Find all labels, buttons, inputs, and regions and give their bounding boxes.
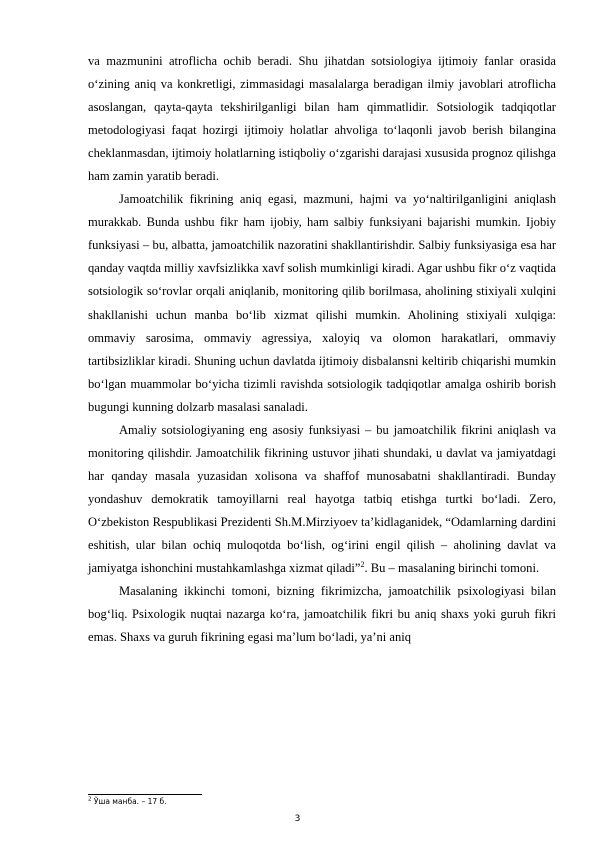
footnote-text: Ўша манба. – 17 б.: [91, 797, 167, 806]
paragraph-3-text: Amaliy sotsiologiyaning eng asosiy funksiyasi – bu jamoatchilik fikrini aniqlash va monitoring qilishdir. Jamoatchilik fikrining ustuvor jihati shundaki, u davlat va jamiyatdagi har qanday masala yuzasidan xolisona va shaffof munosabatni shakllantiradi. Bunday yondashuv demokratik tamoyillarni real hayotga tatbiq etishga turtki bo‘ladi. Zero, O‘zbekiston Respublikasi Prezidenti Sh.M.Mirziyoev ta’kidlaganidek, “Odamlarning dardini eshitish, ular bilan ochiq muloqotda bo‘lish, og‘irini engil qilish – aholining davlat va jamiyatga ishonchini mustahkamlashga xizmat qiladi”: [88, 422, 556, 576]
paragraph-3-tail: . Bu – masalaning birinchi tomoni.: [364, 561, 540, 576]
paragraph-2: Jamoatchilik fikrining aniq egasi, mazmuni, hajmi va yo‘naltirilganligini aniqlash murakkab. Bunda ushbu fikr ham ijobiy, ham salbiy funksiyani bajarishi mumkin. Ijobiy funksiyasi – bu, albatta, jamoatchilik nazoratini shakllantirishdir. Salbiy funksiyasiga esa har qanday vaqtda milliy xavfsizlikka xavf solish mumkinligi kiradi. Agar ushbu fikr o‘z vaqtida sotsiologik so‘rovlar orqali aniqlanib, monitoring qilib borilmasa, aholining stixiyali xulqini shakllanishi uchun manba bo‘lib xizmat qilishi mumkin. Aholining stixiyali xulqiga: ommaviy sarosima, ommaviy agressiya, xaloyiq va olomon harakatlari, ommaviy tartibsizliklar kiradi. Shuning uchun davlatda ijtimoiy disbalansni keltirib chiqarishi mumkin bo‘lgan muammolar bo‘yicha tizimli ravishda sotsiologik tadqiqotlar amalga oshirib borish bugungi kunning dolzarb masalasi sanaladi.: [88, 192, 556, 414]
footnote-divider: [88, 794, 202, 795]
footnote-number: 2: [88, 796, 92, 803]
paragraph-3: [88, 419, 556, 580]
paragraph-1: va mazmunini atroflicha ochib beradi. Shu jihatdan sotsiologiya ijtimoiy fanlar orasida o‘zining aniq va konkretligi, zimmasidagi masalalarga beradigan ilmiy javoblari atroflicha asoslangan, qayta-qayta tekshirilganligi bilan ham qimmatlidir. Sotsiologik tadqiqotlar metodologiyasi faqat hozirgi ijtimoiy holatlar ahvoliga to‘laqonli javob berish bilangina cheklanmasdan, ijtimoiy holatlarning istiqboliy o‘zgarishi darajasi xususida prognoz qilishga ham zamin yaratib beradi.: [88, 54, 556, 184]
footnote-reference[interactable]: 2: [360, 559, 365, 569]
page-number: 3: [294, 814, 301, 824]
page-body: [88, 50, 556, 649]
paragraph-4: Masalaning ikkinchi tomoni, bizning fikrimizcha, jamoatchilik psixologiyasi bilan bog‘liq. Psixologik nuqtai nazarga ko‘ra, jamoatchilik fikri bu aniq shaxs yoki guruh fikri emas. Shaxs va guruh fikrining egasi ma’lum bo‘ladi, ya’ni aniq: [88, 584, 556, 645]
footnote: [88, 797, 167, 807]
